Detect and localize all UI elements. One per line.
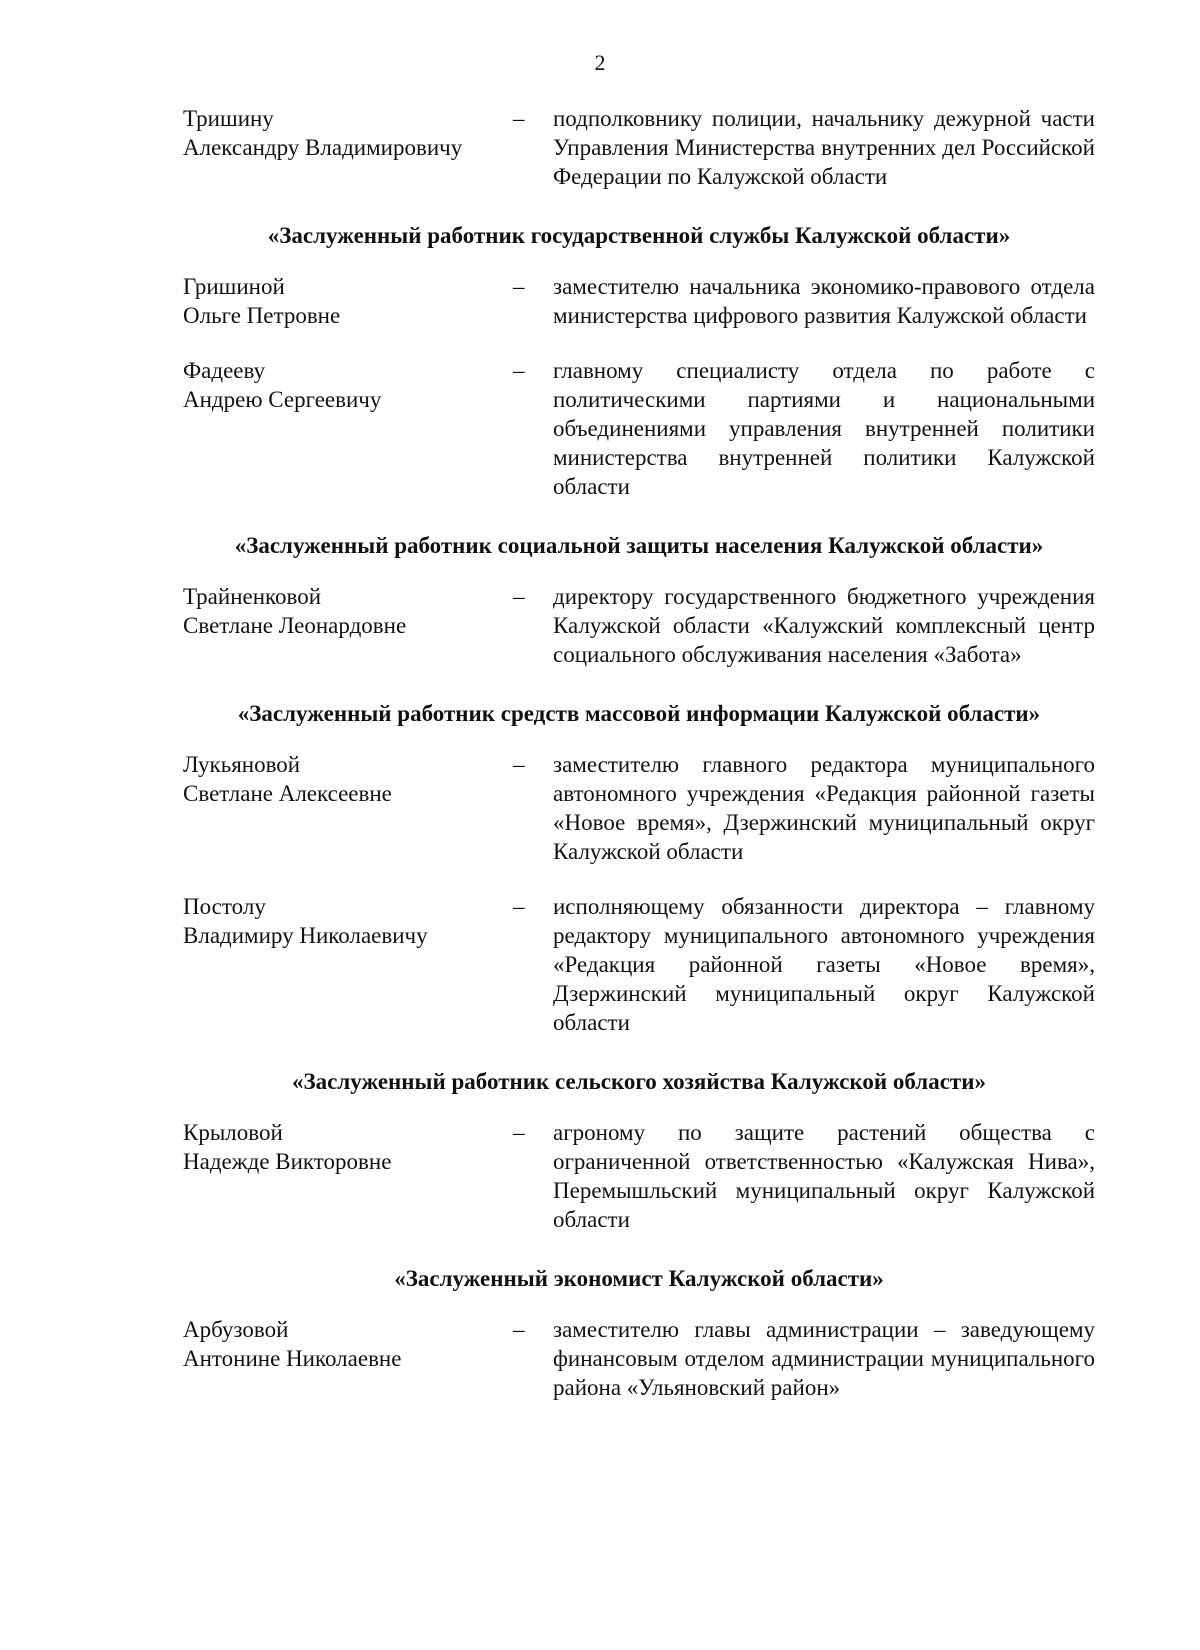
recipient-surname: Фадееву bbox=[183, 358, 266, 383]
recipient-surname: Постолу bbox=[183, 894, 266, 919]
award-entry bbox=[183, 272, 1095, 330]
dash-separator: – bbox=[513, 274, 525, 299]
recipient-given-name: Светлане Леонардовне bbox=[183, 613, 407, 638]
recipient-given-name: Антонине Николаевне bbox=[183, 1346, 402, 1371]
recipient-position: заместителю начальника экономико-правового отдела министерства цифрового развития Калужской области bbox=[553, 274, 1095, 328]
dash-separator: – bbox=[513, 584, 525, 609]
recipient-surname: Арбузовой bbox=[183, 1317, 289, 1342]
award-heading: «Заслуженный работник социальной защиты населения Калужской области» bbox=[234, 533, 1044, 558]
dash-separator: – bbox=[513, 1120, 525, 1145]
award-heading: «Заслуженный работник государственной службы Калужской области» bbox=[267, 223, 1011, 248]
recipient-name bbox=[183, 750, 513, 808]
recipient-position: заместителю главного редактора муниципального автономного учреждения «Редакция районной газеты «Новое время», Дзержинский муниципальный округ Калужской области bbox=[553, 752, 1095, 864]
award-entry bbox=[183, 356, 1095, 501]
award-heading: «Заслуженный работник сельского хозяйства Калужской области» bbox=[292, 1069, 986, 1094]
award-heading: «Заслуженный экономист Калужской области» bbox=[394, 1266, 884, 1291]
recipient-surname: Тришину bbox=[183, 106, 274, 131]
award-entry bbox=[183, 1118, 1095, 1234]
award-entry bbox=[183, 104, 1095, 191]
recipient-name bbox=[183, 1315, 513, 1373]
recipient-given-name: Владимиру Николаевичу bbox=[183, 923, 428, 948]
recipient-name bbox=[183, 1118, 513, 1176]
recipient-given-name: Ольге Петровне bbox=[183, 303, 341, 328]
recipient-position: директору государственного бюджетного учреждения Калужской области «Калужский комплексный центр социального обслуживания населения «Забота» bbox=[553, 584, 1095, 667]
dash-separator: – bbox=[513, 752, 525, 777]
recipient-position: главному специалисту отдела по работе с политическими партиями и национальными объединениями управления внутренней политики министерства внутренней политики Калужской области bbox=[553, 358, 1095, 499]
recipient-surname: Гришиной bbox=[183, 274, 285, 299]
dash-separator: – bbox=[513, 894, 525, 919]
recipient-surname: Крыловой bbox=[183, 1120, 283, 1145]
page-number: 2 bbox=[594, 50, 606, 75]
recipient-given-name: Александру Владимировичу bbox=[183, 135, 463, 160]
recipient-position: исполняющему обязанности директора – главному редактору муниципального автономного учреждения «Редакция районной газеты «Новое время», Дзержинский муниципальный округ Калужской области bbox=[553, 894, 1095, 1035]
dash-separator: – bbox=[513, 1317, 525, 1342]
recipient-name bbox=[183, 104, 513, 162]
dash-separator: – bbox=[513, 106, 525, 131]
recipient-name bbox=[183, 272, 513, 330]
recipient-name bbox=[183, 356, 513, 414]
recipient-given-name: Андрею Сергеевичу bbox=[183, 387, 382, 412]
award-entry bbox=[183, 582, 1095, 669]
award-entry bbox=[183, 750, 1095, 866]
recipient-name bbox=[183, 582, 513, 640]
award-heading: «Заслуженный работник средств массовой информации Калужской области» bbox=[237, 701, 1041, 726]
recipient-position: агроному по защите растений общества с ограниченной ответственностью «Калужская Нива», Перемышльский муниципальный округ Калужской области bbox=[553, 1120, 1095, 1232]
recipient-position: подполковнику полиции, начальнику дежурной части Управления Министерства внутренних дел Российской Федерации по Калужской области bbox=[553, 106, 1095, 189]
document-body bbox=[183, 104, 1095, 1402]
award-entry bbox=[183, 1315, 1095, 1402]
recipient-surname: Трайненковой bbox=[183, 584, 322, 609]
recipient-name bbox=[183, 892, 513, 950]
recipient-surname: Лукьяновой bbox=[183, 752, 301, 777]
award-entry bbox=[183, 892, 1095, 1037]
recipient-position: заместителю главы администрации – заведующему финансовым отделом администрации муниципального района «Ульяновский район» bbox=[553, 1317, 1095, 1400]
dash-separator: – bbox=[513, 358, 525, 383]
recipient-given-name: Надежде Викторовне bbox=[183, 1149, 392, 1174]
recipient-given-name: Светлане Алексеевне bbox=[183, 781, 392, 806]
